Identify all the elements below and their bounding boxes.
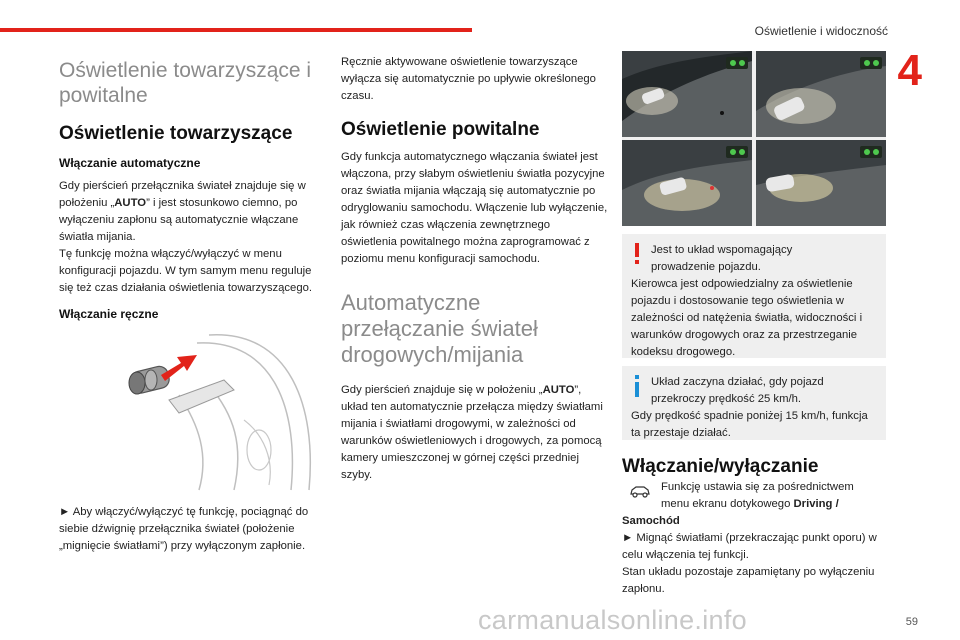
warning-text: Kierowca jest odpowiedzialny za oświetlenie pojazdu i dostosowanie tego oświetlenia w zależności od natężenia światła, widoczności i warunków drogowych oraz za przestrzeganie kodeksu drogowego. <box>631 278 863 358</box>
chapter-number: 4 <box>897 46 922 95</box>
welcome-paragraph: Gdy funkcja automatycznego włączania świateł jest włączona, przy słabym oświetleniu światła pozycyjne oraz światła mijania włączają się automatycznie po odryglowaniu samochodu. Włączenie lub wyłączenie, jak również czas włączenia zewnętrznego oświetlenia powitalnego można zaprogramować z poziomu menu konfiguracji samochodu. <box>341 151 608 265</box>
auto-off-paragraph: Ręcznie aktywowane oświetlenie towarzyszące wyłącza się automatycznie po upływie określonego czasu. <box>341 56 596 102</box>
section-title: Oświetlenie towarzyszące i powitalne <box>59 59 312 107</box>
photo-high-beam-1 <box>622 51 752 137</box>
manual-heading: Włączanie ręczne <box>59 307 159 321</box>
onoff-line-3: Samochód <box>622 515 680 527</box>
running-header: Oświetlenie i widoczność <box>754 24 888 38</box>
info-line-1: Układ zaczyna działać, gdy pojazd <box>651 376 824 388</box>
onoff-step: ► Mignąć światłami (przekraczając punkt oporu) w celu włączenia tej funkcji. <box>622 532 877 561</box>
column-1 <box>59 54 324 322</box>
welcome-title: Oświetlenie powitalne <box>341 119 540 140</box>
subsection-title: Oświetlenie towarzyszące <box>59 123 293 144</box>
headlight-photo-grid <box>622 51 886 226</box>
info-line-2: przekroczy prędkość 25 km/h. <box>651 393 802 405</box>
auto-beam-paragraph: Gdy pierścień znajduje się w położeniu „AUTO”, układ ten automatycznie przełącza między światłami mijania i światłami drogowymi, w zależności od warunków oświetleniowych i drogowych, za pomocą kamery umieszczonej w górnej części przedniej szyby. <box>341 384 603 481</box>
info-text: Gdy prędkość spadnie poniżej 15 km/h, funkcja ta przestaje działać. <box>631 410 868 439</box>
auto-beam-title: Automatyczne przełączanie świateł drogowych/mijania <box>341 290 538 367</box>
column-2 <box>341 54 609 484</box>
warning-line-1: Jest to układ wspomagający <box>651 244 793 256</box>
auto-paragraph-2: Tę funkcję można włączyć/wyłączyć w menu konfiguracji pojazdu. W tym samym menu reguluje się też czas działania oświetlenia towarzyszącego. <box>59 248 313 294</box>
photo-high-beam-2 <box>756 51 886 137</box>
manual-paragraph: ► Aby włączyć/wyłączyć tę funkcję, pociągnąć do siebie dźwignię przełącznika świateł (położenie „mignięcie światłami”) przy wyłączonym zapłonie. <box>59 506 309 552</box>
onoff-memory: Stan układu pozostaje zapamiętany po wyłączeniu zapłonu. <box>622 566 875 595</box>
info-icon <box>632 375 642 397</box>
header-accent-bar <box>0 28 472 32</box>
photo-low-beam-2 <box>756 140 886 226</box>
onoff-line-2: menu ekranu dotykowego Driving / <box>661 498 839 510</box>
warning-note <box>622 234 886 358</box>
page-number: 59 <box>905 616 918 628</box>
watermark: carmanualsonline.info <box>478 605 747 635</box>
auto-paragraph: Gdy pierścień przełącznika świateł znajduje się w położeniu „AUTO” i jest stosunkowo ciemno, po wyłączeniu zapłonu są automatycznie włączane światła mijania. <box>59 180 306 243</box>
auto-heading: Włączanie automatyczne <box>59 156 201 170</box>
onoff-title: Włączanie/wyłączanie <box>622 456 819 477</box>
warning-icon <box>632 243 642 265</box>
onoff-line-1: Funkcję ustawia się za pośrednictwem <box>661 481 854 493</box>
warning-line-2: prowadzenie pojazdu. <box>651 261 761 273</box>
info-note <box>622 366 886 440</box>
steering-lever-illustration <box>59 325 319 493</box>
photo-low-beam-1 <box>622 140 752 226</box>
onoff-block <box>622 479 886 598</box>
